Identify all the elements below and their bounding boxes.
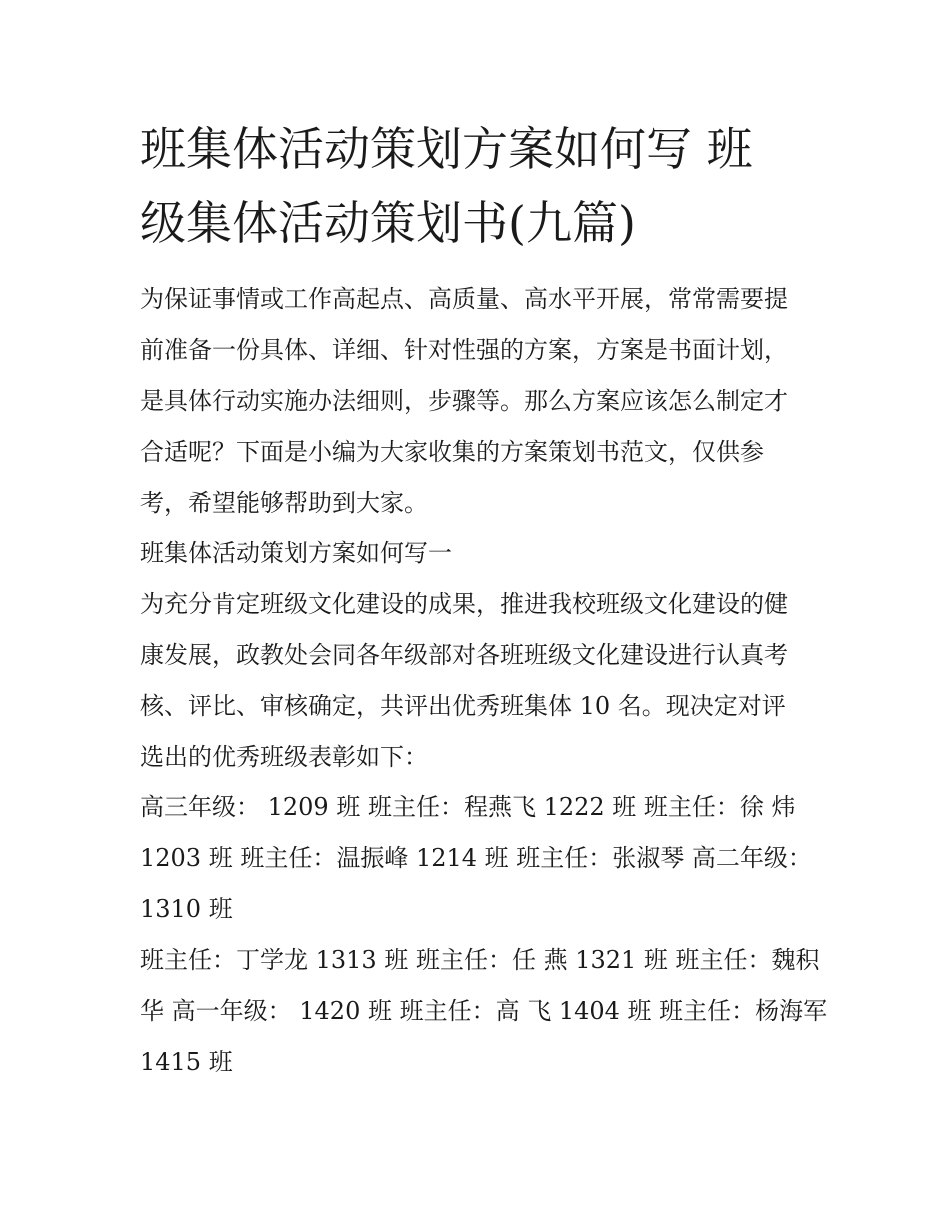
section-heading-text: 班集体活动策划方案如何写一: [140, 539, 452, 567]
title-line-1: 班集体活动策划方案如何写 班: [140, 122, 753, 176]
intro-line: 合适呢？下面是小编为大家收集的方案策划书范文，仅供参: [140, 438, 764, 466]
award-list-line: 华 高一年级： 1420 班 班主任：高 飞 1404 班 班主任：杨海军: [140, 997, 828, 1025]
award-list-line: 高三年级： 1209 班 班主任：程燕飞 1222 班 班主任：徐 炜: [140, 793, 796, 821]
intro-line: 前准备一份具体、详细、针对性强的方案，方案是书面计划，: [140, 336, 788, 364]
paragraph-line: 核、评比、审核确定，共评出优秀班集体 10 名。现决定对评: [140, 692, 786, 720]
section-paragraph: [140, 579, 820, 783]
intro-line: 为保证事情或工作高起点、高质量、高水平开展，常常需要提: [140, 285, 788, 313]
paragraph-line: 康发展，政教处会同各年级部对各班班级文化建设进行认真考: [140, 641, 788, 669]
intro-paragraph: [140, 274, 820, 529]
title-line-2: 级集体活动策划书(九篇): [140, 196, 636, 250]
award-list-line: 班主任：丁学龙 1313 班 班主任：任 燕 1321 班 班主任：魏积: [140, 946, 820, 974]
intro-line: 是具体行动实施办法细则，步骤等。那么方案应该怎么制定才: [140, 387, 788, 415]
paragraph-line: 为充分肯定班级文化建设的成果，推进我校班级文化建设的健: [140, 590, 788, 618]
award-list-block-2: [140, 935, 828, 1088]
section-heading: [140, 528, 820, 579]
award-list-line: 1203 班 班主任：温振峰 1214 班 班主任：张淑琴 高二年级：: [140, 844, 812, 872]
award-list-line: 1310 班: [140, 895, 233, 923]
intro-line: 考，希望能够帮助到大家。: [140, 489, 428, 517]
document-title: [140, 112, 820, 260]
paragraph-line: 选出的优秀班级表彰如下：: [140, 743, 428, 771]
award-list-block-1: [140, 782, 820, 935]
award-list-line: 1415 班: [140, 1048, 233, 1076]
